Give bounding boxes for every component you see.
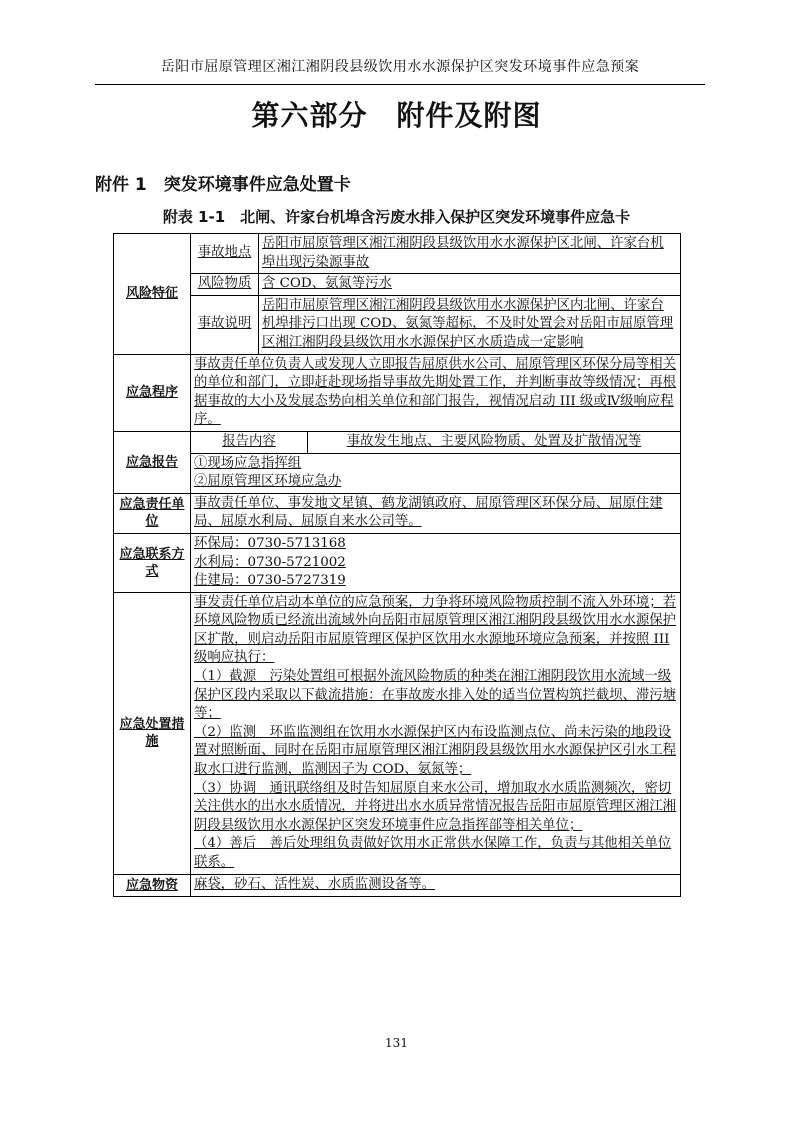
materials-label: 应急物资 xyxy=(114,874,191,896)
responsible-text: 事故责任单位、事发地文星镇、鹤龙湖镇政府、屈原管理区环保分局、屈原住建局、屈原水利局、屈原自来水公司等。 xyxy=(191,493,681,533)
risk-substance-row xyxy=(114,274,681,296)
table-caption: 附表 1-1 北闸、许家台机埠含污废水排入保护区突发环境事件应急卡 xyxy=(162,208,631,226)
procedure-text: 事故责任单位负责人或发现人立即报告屈原供水公司、屈原管理区环保分局等相关的单位和部门，立即赶赴现场指导事故先期处置工作，并判断事故等级情况；再根据事故的大小及发展态势向相关单位和部门报告，视情况启动 III 级或Ⅳ级响应程序。 xyxy=(191,354,681,431)
report-content-text: 事故发生地点、主要风险物质、处置及扩散情况等 xyxy=(308,432,681,453)
materials-row xyxy=(114,874,681,896)
report-target-item: ②屈原管理区环境应急办 xyxy=(194,474,342,490)
risk-description-row xyxy=(114,295,681,354)
measures-step: （2）监测 环监监测组在饮用水水源保护区内布设监测点位、尚未污染的地段设置对照断面、同时在岳阳市屈原管理区湘江湘阴段县级饮用水水源保护区引水工程取水口进行监测，监测因子为 COD、氨氮等； xyxy=(194,724,677,778)
substance-label: 风险物质 xyxy=(191,274,259,296)
emergency-card-table xyxy=(113,233,681,897)
location-text: 岳阳市屈原管理区湘江湘阴段县级饮用水水源保护区北闸、许家台机埠出现污染源事故 xyxy=(259,234,681,274)
header-rule xyxy=(95,84,705,85)
measures-intro: 事发责任单位启动本单位的应急预案，力争将环境风险物质控制不流入外环境；若环境风险物质已经流出流域外向岳阳市屈原管理区湘江湘阴段县级饮用水水源保护区扩散，则启动岳阳市屈原管理区保护区饮用水水源地环境应急预案，并按照 III 级响应执行： xyxy=(194,594,677,666)
contact-line: 环保局：0730-5713168 xyxy=(194,535,346,551)
contact-list xyxy=(191,533,681,592)
measures-text xyxy=(191,592,681,874)
report-content-table xyxy=(191,432,680,454)
report-label: 应急报告 xyxy=(114,431,191,493)
description-label: 事故说明 xyxy=(191,295,259,354)
materials-text: 麻袋，砂石、活性炭、水质监测设备等。 xyxy=(191,874,681,896)
report-content-label: 报告内容 xyxy=(191,432,308,453)
substance-text: 含 COD、氨氮等污水 xyxy=(259,274,681,296)
location-label: 事故地点 xyxy=(191,234,259,274)
contact-line: 水利局：0730-5721002 xyxy=(194,554,346,570)
report-target-item: ①现场应急指挥组 xyxy=(194,455,302,471)
report-targets xyxy=(191,454,680,493)
report-row xyxy=(114,431,681,493)
annex-heading: 附件 1 突发环境事件应急处置卡 xyxy=(95,175,351,195)
measures-label: 应急处置措施 xyxy=(114,592,191,874)
responsible-label: 应急责任单位 xyxy=(114,493,191,533)
contact-row xyxy=(114,533,681,592)
procedure-row xyxy=(114,354,681,431)
risk-location-row xyxy=(114,234,681,274)
measures-step: （1）截源 污染处置组可根据外流风险物质的种类在湘江湘阴段饮用水流域一级保护区段内采取以下截流措施：在事故废水排入处的适当位置构筑拦截坝、滞污塘等； xyxy=(194,669,677,722)
page-number: 131 xyxy=(385,1036,408,1050)
measures-step: （3）协调 通讯联络组及时告知屈原自来水公司，增加取水水质监测频次，密切关注供水的出水水质情况，并将进出水水质异常情况报告岳阳市屈原管理区湘江湘阴段县级饮用水水源保护区突发环境事件应急指挥部等相关单位； xyxy=(194,780,677,833)
responsible-row xyxy=(114,493,681,533)
contact-label: 应急联系方式 xyxy=(114,533,191,592)
page-title: 第六部分 附件及附图 xyxy=(251,99,542,132)
measures-row xyxy=(114,592,681,874)
measures-step: （4）善后 善后处理组负责做好饮用水正常供水保障工作，负责与其他相关单位联系。 xyxy=(194,836,672,870)
description-text: 岳阳市屈原管理区湘江湘阴段县级饮用水水源保护区内北闸、许家台机埠排污口出现 COD、氨氮等超标，不及时处置会对岳阳市屈原管理区湘江湘阴段县级饮用水水源保护区水质造成一定影响 xyxy=(259,295,681,354)
contact-line: 住建局：0730-5727319 xyxy=(194,573,346,589)
running-header: 岳阳市屈原管理区湘江湘阴段县级饮用水水源保护区突发环境事件应急预案 xyxy=(160,59,640,75)
risk-label: 风险特征 xyxy=(114,234,191,355)
procedure-label: 应急程序 xyxy=(114,354,191,431)
